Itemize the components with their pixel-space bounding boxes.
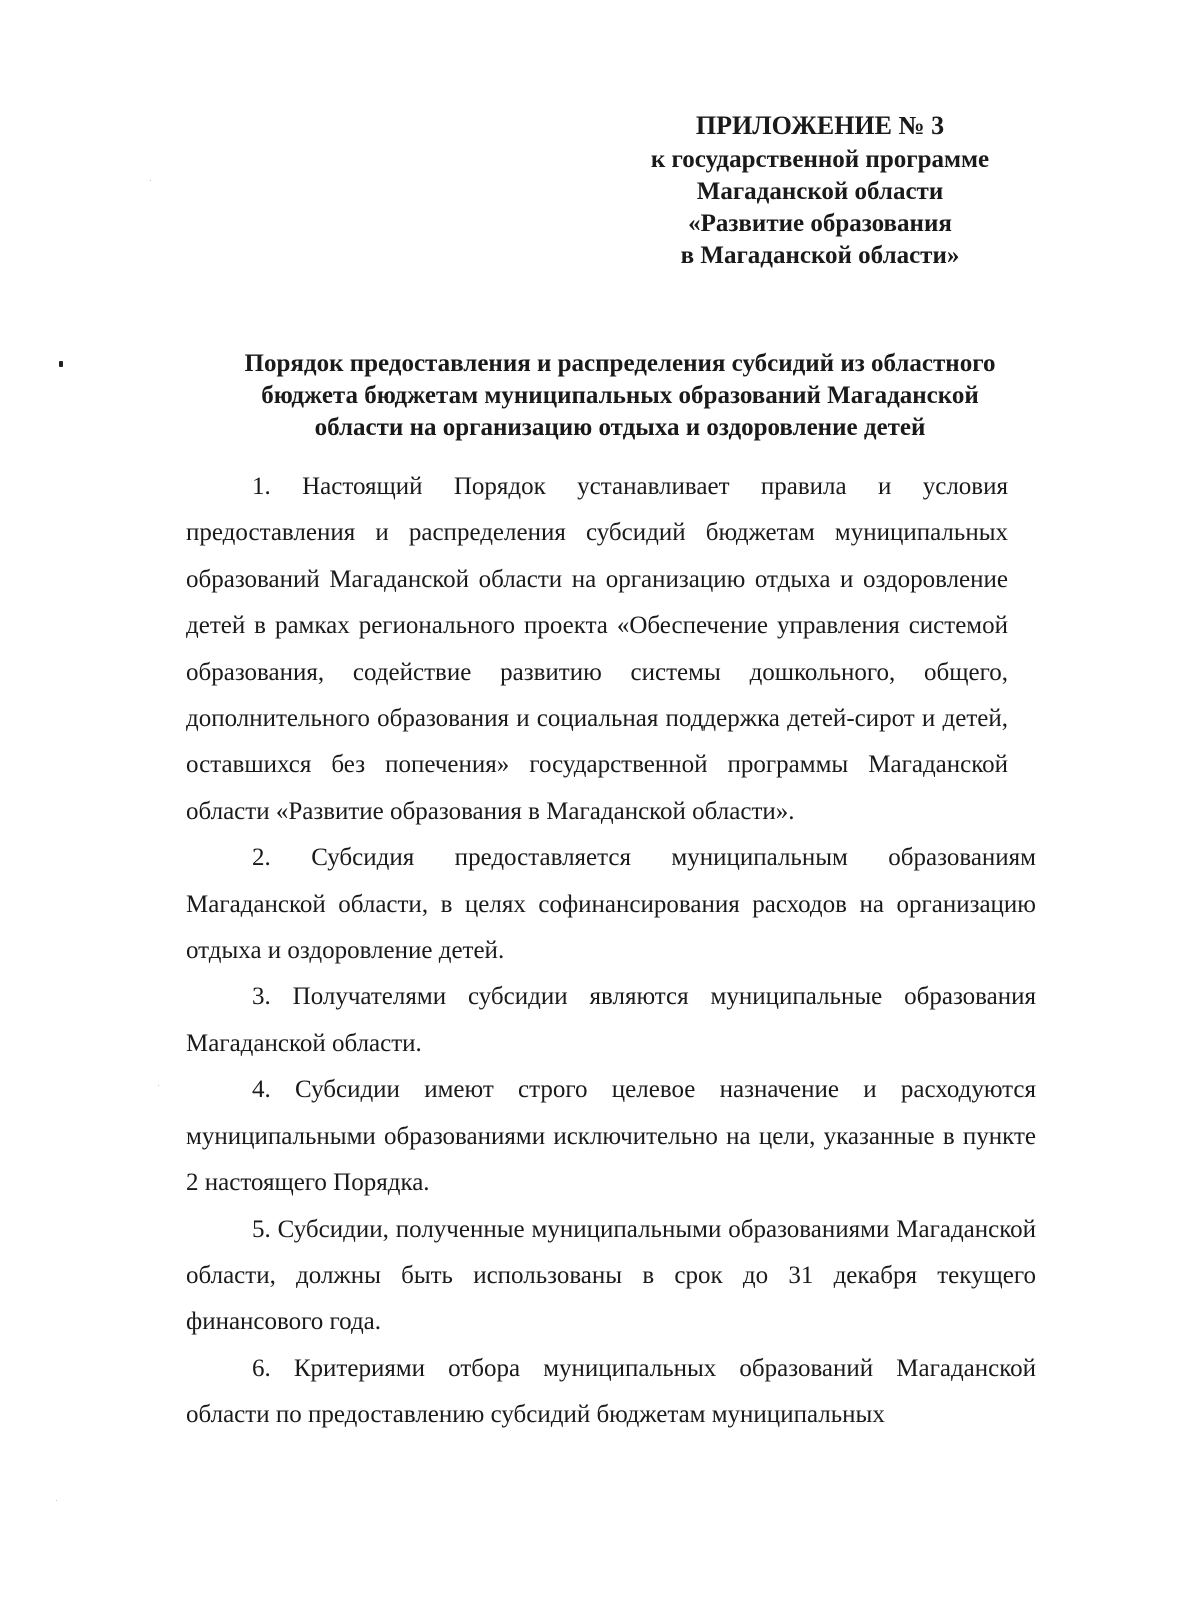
appendix-header [620, 110, 1020, 272]
appendix-line: к государственной программе [650, 146, 990, 173]
appendix-title: ПРИЛОЖЕНИЕ № 3 [695, 111, 945, 140]
paragraph-4: 4. Субсидии имеют строго целевое назначение и расходуются муниципальными образованиями исключительно на цели, указанные в пункте 2 настоящего Порядка. [186, 1076, 1036, 1197]
paragraph-6: 6. Критериями отбора муниципальных образований Магаданской области по предоставлению субсидий бюджетам муниципальных [186, 1354, 1036, 1429]
title-line: Порядок предоставления и распределения субсидий из областного [244, 350, 996, 377]
scan-speck [56, 1500, 57, 1501]
appendix-line: в Магаданской области» [680, 242, 960, 269]
scan-dot-mark [59, 361, 63, 367]
appendix-line: «Развитие образования [688, 210, 952, 237]
paragraph-1: 1. Настоящий Порядок устанавливает правила и условия предоставления и распределения субсидий бюджетам муниципальных образований Магаданской области на организацию отдыха и оздоровление детей в рамках регионального проекта «Обеспечение управления системой образования, содействие развитию системы дошкольного, общего, дополнительного образования и социальная поддержка детей-сирот и детей, оставшихся без попечения» государственной программы Магаданской области «Развитие образования в Магаданской области». [186, 473, 1008, 825]
appendix-line: Магаданской области [696, 178, 944, 205]
document-body [186, 464, 1036, 1439]
document-title [180, 348, 1060, 444]
scan-speck [158, 1085, 159, 1086]
paragraph-5: 5. Субсидии, полученные муниципальными образованиями Магаданской области, должны быть использованы в срок до 31 декабря текущего финансового года. [186, 1215, 1036, 1336]
title-line: области на организацию отдыха и оздоровление детей [314, 414, 926, 441]
paragraph-3: 3. Получателями субсидии являются муниципальные образования Магаданской области. [186, 983, 1036, 1057]
title-line: бюджета бюджетам муниципальных образований Магаданской [261, 382, 979, 409]
scan-speck [150, 180, 151, 181]
paragraph-2: 2. Субсидия предоставляется муниципальным образованиям Магаданской области, в целях софинансирования расходов на организацию отдыха и оздоровление детей. [186, 844, 1036, 965]
